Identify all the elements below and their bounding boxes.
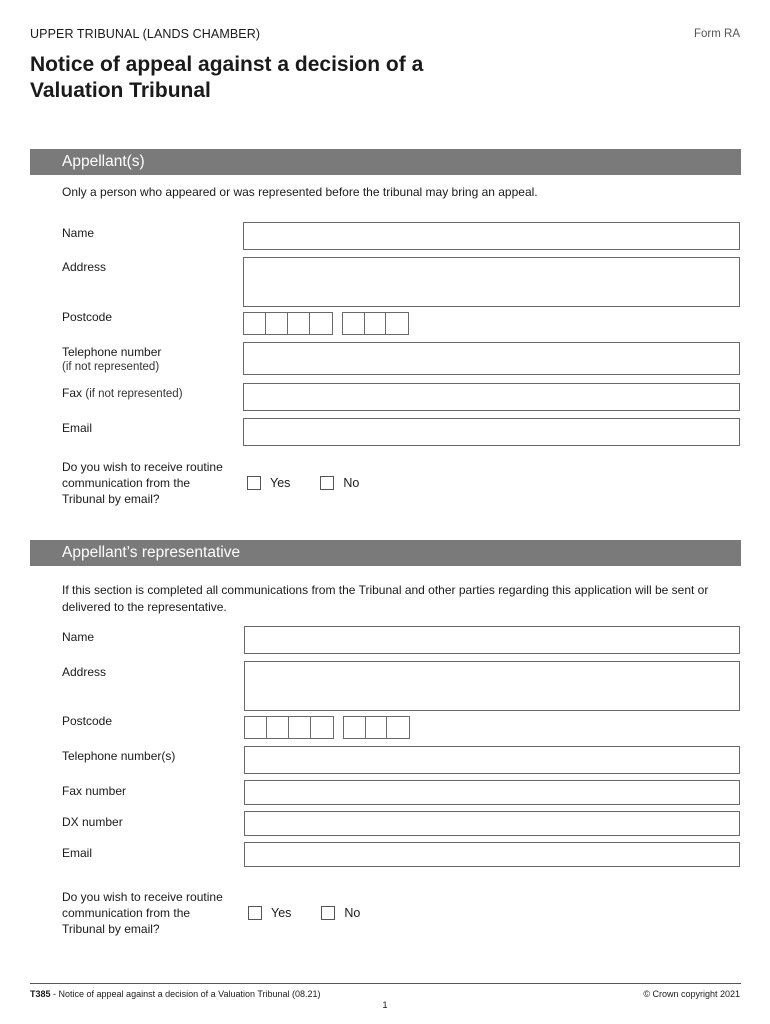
footer-divider bbox=[30, 983, 741, 984]
appellant-intro: Only a person who appeared or was represented before the tribunal may bring an appeal. bbox=[62, 185, 538, 199]
rep-address-input[interactable] bbox=[244, 661, 740, 711]
appellant-email-label: Email bbox=[62, 421, 93, 435]
page-number: 1 bbox=[382, 1000, 388, 1011]
appellant-postcode-inward[interactable] bbox=[342, 312, 409, 335]
appellant-name-input[interactable] bbox=[243, 222, 740, 250]
footer-form-title: - Notice of appeal against a decision of a Valuation Tribunal (08.21) bbox=[50, 989, 321, 999]
appellant-email-pref-no[interactable] bbox=[320, 476, 359, 490]
postcode-char-box[interactable] bbox=[343, 313, 365, 334]
appellant-email-input[interactable] bbox=[243, 418, 740, 446]
no-label: No bbox=[343, 476, 360, 490]
postcode-char-box[interactable] bbox=[386, 313, 408, 334]
appellant-postcode-outward[interactable] bbox=[243, 312, 333, 335]
appellant-section-heading: Appellant(s) bbox=[30, 149, 741, 175]
postcode-char-box[interactable] bbox=[245, 717, 267, 738]
footer-copyright: © Crown copyright 2021 bbox=[643, 989, 740, 999]
appellant-postcode-label: Postcode bbox=[62, 310, 113, 324]
rep-email-label: Email bbox=[62, 846, 93, 860]
rep-postcode-outward[interactable] bbox=[244, 716, 334, 739]
rep-email-input[interactable] bbox=[244, 842, 740, 867]
rep-telephone-input[interactable] bbox=[244, 746, 740, 774]
rep-fax-input[interactable] bbox=[244, 780, 740, 805]
yes-checkbox[interactable] bbox=[248, 906, 262, 920]
appellant-telephone-label bbox=[62, 345, 161, 375]
rep-email-pref-options bbox=[248, 906, 390, 920]
rep-postcode-label: Postcode bbox=[62, 714, 113, 728]
footer-form-code: T385 bbox=[30, 989, 51, 999]
appellant-name-label: Name bbox=[62, 226, 95, 240]
telephone-label-note: (if not represented) bbox=[62, 361, 160, 373]
rep-telephone-label: Telephone number(s) bbox=[62, 749, 176, 763]
postcode-char-box[interactable] bbox=[266, 313, 288, 334]
page-title: Notice of appeal against a decision of a Valuation Tribunal bbox=[30, 53, 424, 102]
rep-dx-input[interactable] bbox=[244, 811, 740, 836]
footer-form-description bbox=[30, 989, 321, 999]
representative-intro: If this section is completed all communications from the Tribunal and other parties regarding this application will be sent or delivered to the representative. bbox=[62, 583, 709, 614]
appellant-email-pref-question: Do you wish to receive routine communication from the Tribunal by email? bbox=[62, 460, 223, 506]
postcode-char-box[interactable] bbox=[289, 717, 311, 738]
appellant-fax-label bbox=[62, 386, 183, 402]
postcode-char-box[interactable] bbox=[267, 717, 289, 738]
fax-label-note: (if not represented) bbox=[85, 388, 183, 400]
rep-name-label: Name bbox=[62, 630, 95, 644]
no-checkbox[interactable] bbox=[320, 476, 334, 490]
no-checkbox[interactable] bbox=[321, 906, 335, 920]
appellant-fax-input[interactable] bbox=[243, 383, 740, 411]
representative-section-heading: Appellant’s representative bbox=[30, 540, 741, 566]
appellant-email-pref-yes[interactable] bbox=[247, 476, 290, 490]
rep-email-pref-yes[interactable] bbox=[248, 906, 291, 920]
yes-label: Yes bbox=[270, 476, 291, 490]
rep-postcode-inward[interactable] bbox=[343, 716, 410, 739]
postcode-char-box[interactable] bbox=[244, 313, 266, 334]
rep-name-input[interactable] bbox=[244, 626, 740, 654]
postcode-char-box[interactable] bbox=[344, 717, 366, 738]
rep-dx-label: DX number bbox=[62, 815, 123, 829]
rep-email-pref-no[interactable] bbox=[321, 906, 360, 920]
rep-email-pref-question: Do you wish to receive routine communication from the Tribunal by email? bbox=[62, 890, 223, 936]
no-label: No bbox=[344, 906, 361, 920]
postcode-char-box[interactable] bbox=[310, 313, 332, 334]
fax-label-text: Fax bbox=[62, 386, 83, 400]
telephone-label-text: Telephone number bbox=[62, 345, 162, 359]
appellant-email-pref-options bbox=[247, 476, 389, 490]
appellant-telephone-input[interactable] bbox=[243, 342, 740, 375]
rep-fax-label: Fax number bbox=[62, 784, 127, 798]
tribunal-name: UPPER TRIBUNAL (LANDS CHAMBER) bbox=[30, 27, 261, 41]
rep-address-label: Address bbox=[62, 665, 107, 679]
postcode-char-box[interactable] bbox=[366, 717, 388, 738]
form-reference: Form RA bbox=[694, 28, 740, 40]
yes-checkbox[interactable] bbox=[247, 476, 261, 490]
yes-label: Yes bbox=[271, 906, 292, 920]
appellant-address-input[interactable] bbox=[243, 257, 740, 307]
postcode-char-box[interactable] bbox=[288, 313, 310, 334]
appellant-address-label: Address bbox=[62, 260, 107, 274]
postcode-char-box[interactable] bbox=[365, 313, 387, 334]
postcode-char-box[interactable] bbox=[387, 717, 409, 738]
postcode-char-box[interactable] bbox=[311, 717, 333, 738]
